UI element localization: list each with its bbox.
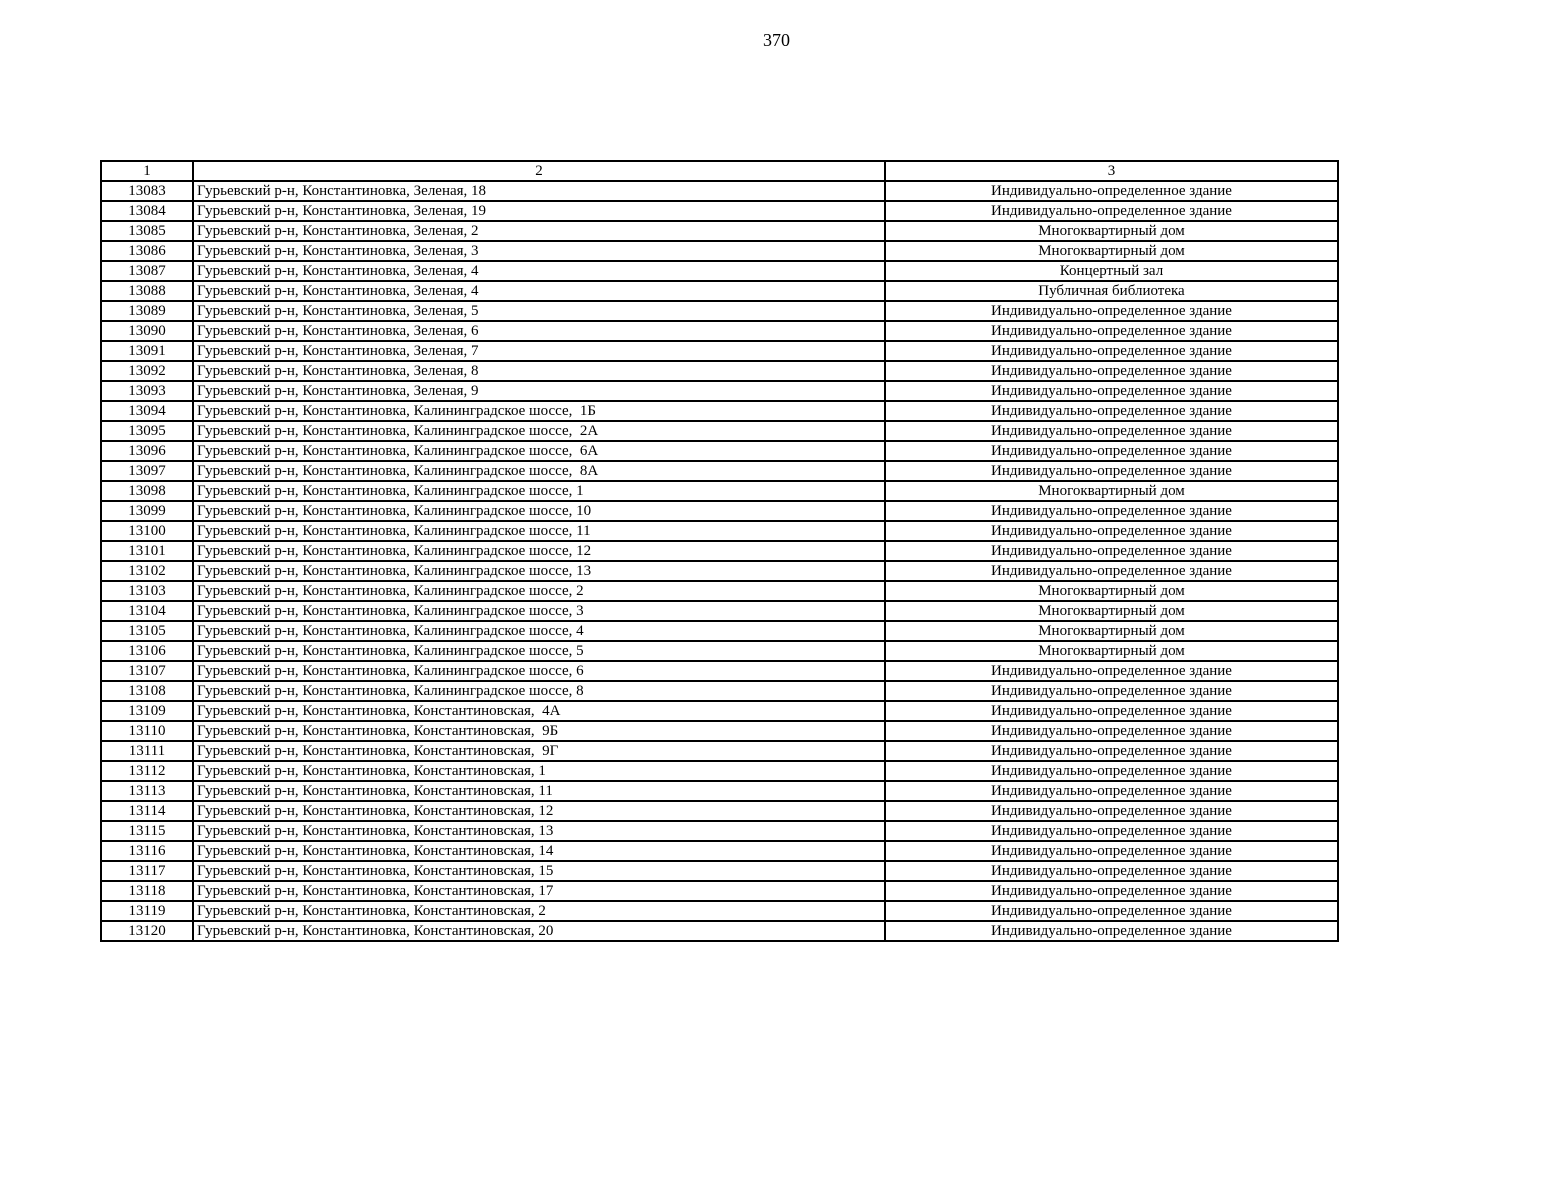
object-type-cell: Многоквартирный дом — [885, 221, 1338, 241]
row-number-cell: 13086 — [101, 241, 193, 261]
row-number-cell: 13085 — [101, 221, 193, 241]
object-type-cell: Индивидуально-определенное здание — [885, 201, 1338, 221]
row-number-cell: 13090 — [101, 321, 193, 341]
object-type-cell: Многоквартирный дом — [885, 481, 1338, 501]
object-type-cell: Индивидуально-определенное здание — [885, 521, 1338, 541]
object-type-cell: Индивидуально-определенное здание — [885, 661, 1338, 681]
object-type-cell: Индивидуально-определенное здание — [885, 721, 1338, 741]
address-cell: Гурьевский р-н, Константиновка, Константиновская, 17 — [193, 881, 885, 901]
table-row — [101, 621, 1338, 641]
table-row — [101, 701, 1338, 721]
address-cell: Гурьевский р-н, Константиновка, Калининградское шоссе, 2 — [193, 581, 885, 601]
address-cell: Гурьевский р-н, Константиновка, Константиновская, 2 — [193, 901, 885, 921]
row-number-cell: 13087 — [101, 261, 193, 281]
address-cell: Гурьевский р-н, Константиновка, Калининградское шоссе, 6 — [193, 661, 885, 681]
row-number-cell: 13096 — [101, 441, 193, 461]
object-type-cell: Индивидуально-определенное здание — [885, 341, 1338, 361]
row-number-cell: 13105 — [101, 621, 193, 641]
table-row — [101, 721, 1338, 741]
row-number-cell: 13102 — [101, 561, 193, 581]
row-number-cell: 13104 — [101, 601, 193, 621]
table-row — [101, 581, 1338, 601]
row-number-cell: 13083 — [101, 181, 193, 201]
row-number-cell: 13101 — [101, 541, 193, 561]
address-cell: Гурьевский р-н, Константиновка, Калининградское шоссе, 6А — [193, 441, 885, 461]
row-number-cell: 13089 — [101, 301, 193, 321]
table-row — [101, 921, 1338, 941]
table-row — [101, 221, 1338, 241]
row-number-cell: 13118 — [101, 881, 193, 901]
object-type-cell: Индивидуально-определенное здание — [885, 181, 1338, 201]
address-cell: Гурьевский р-н, Константиновка, Калининградское шоссе, 13 — [193, 561, 885, 581]
table-row — [101, 541, 1338, 561]
row-number-cell: 13120 — [101, 921, 193, 941]
row-number-cell: 13091 — [101, 341, 193, 361]
address-cell: Гурьевский р-н, Константиновка, Константиновская, 15 — [193, 861, 885, 881]
address-cell: Гурьевский р-н, Константиновка, Калининградское шоссе, 5 — [193, 641, 885, 661]
row-number-cell: 13099 — [101, 501, 193, 521]
address-cell: Гурьевский р-н, Константиновка, Калининградское шоссе, 11 — [193, 521, 885, 541]
object-type-cell: Индивидуально-определенное здание — [885, 861, 1338, 881]
row-number-cell: 13093 — [101, 381, 193, 401]
address-cell: Гурьевский р-н, Константиновка, Калининградское шоссе, 1Б — [193, 401, 885, 421]
address-cell: Гурьевский р-н, Константиновка, Константиновская, 11 — [193, 781, 885, 801]
table-row — [101, 341, 1338, 361]
address-cell: Гурьевский р-н, Константиновка, Константиновская, 1 — [193, 761, 885, 781]
table-row — [101, 881, 1338, 901]
page-number: 370 — [763, 30, 790, 50]
object-type-cell: Индивидуально-определенное здание — [885, 761, 1338, 781]
object-type-cell: Индивидуально-определенное здание — [885, 821, 1338, 841]
table-row — [101, 261, 1338, 281]
row-number-cell: 13095 — [101, 421, 193, 441]
row-number-cell: 13112 — [101, 761, 193, 781]
address-cell: Гурьевский р-н, Константиновка, Константиновская, 14 — [193, 841, 885, 861]
object-type-cell: Многоквартирный дом — [885, 641, 1338, 661]
table-row — [101, 501, 1338, 521]
row-number-cell: 13119 — [101, 901, 193, 921]
address-cell: Гурьевский р-н, Константиновка, Зеленая, 2 — [193, 221, 885, 241]
row-number-cell: 13106 — [101, 641, 193, 661]
row-number-cell: 13116 — [101, 841, 193, 861]
object-type-cell: Индивидуально-определенное здание — [885, 421, 1338, 441]
address-cell: Гурьевский р-н, Константиновка, Константиновская, 4А — [193, 701, 885, 721]
registry-table — [100, 160, 1339, 942]
object-type-cell: Индивидуально-определенное здание — [885, 501, 1338, 521]
table-row — [101, 301, 1338, 321]
table-row — [101, 561, 1338, 581]
address-cell: Гурьевский р-н, Константиновка, Калининградское шоссе, 8А — [193, 461, 885, 481]
row-number-cell: 13103 — [101, 581, 193, 601]
address-cell: Гурьевский р-н, Константиновка, Калининградское шоссе, 2А — [193, 421, 885, 441]
row-number-cell: 13084 — [101, 201, 193, 221]
row-number-cell: 13114 — [101, 801, 193, 821]
object-type-cell: Индивидуально-определенное здание — [885, 921, 1338, 941]
object-type-cell: Индивидуально-определенное здание — [885, 901, 1338, 921]
address-cell: Гурьевский р-н, Константиновка, Зеленая, 4 — [193, 281, 885, 301]
object-type-cell: Индивидуально-определенное здание — [885, 681, 1338, 701]
address-cell: Гурьевский р-н, Константиновка, Зеленая, 6 — [193, 321, 885, 341]
object-type-cell: Индивидуально-определенное здание — [885, 541, 1338, 561]
table-row — [101, 181, 1338, 201]
address-cell: Гурьевский р-н, Константиновка, Зеленая, 5 — [193, 301, 885, 321]
row-number-cell: 13108 — [101, 681, 193, 701]
address-cell: Гурьевский р-н, Константиновка, Зеленая, 18 — [193, 181, 885, 201]
address-cell: Гурьевский р-н, Константиновка, Калининградское шоссе, 8 — [193, 681, 885, 701]
row-number-cell: 13097 — [101, 461, 193, 481]
row-number-cell: 13111 — [101, 741, 193, 761]
table-row — [101, 521, 1338, 541]
row-number-cell: 13113 — [101, 781, 193, 801]
object-type-cell: Индивидуально-определенное здание — [885, 361, 1338, 381]
object-type-cell: Индивидуально-определенное здание — [885, 881, 1338, 901]
table-row — [101, 381, 1338, 401]
object-type-cell: Многоквартирный дом — [885, 581, 1338, 601]
address-cell: Гурьевский р-н, Константиновка, Зеленая, 9 — [193, 381, 885, 401]
address-cell: Гурьевский р-н, Константиновка, Константиновская, 9Б — [193, 721, 885, 741]
object-type-cell: Многоквартирный дом — [885, 601, 1338, 621]
object-type-cell: Многоквартирный дом — [885, 241, 1338, 261]
object-type-cell: Индивидуально-определенное здание — [885, 561, 1338, 581]
row-number-cell: 13100 — [101, 521, 193, 541]
table-row — [101, 281, 1338, 301]
object-type-cell: Индивидуально-определенное здание — [885, 701, 1338, 721]
row-number-cell: 13117 — [101, 861, 193, 881]
column-header-address: 2 — [193, 161, 885, 181]
object-type-cell: Индивидуально-определенное здание — [885, 741, 1338, 761]
row-number-cell: 13115 — [101, 821, 193, 841]
object-type-cell: Многоквартирный дом — [885, 621, 1338, 641]
table-row — [101, 821, 1338, 841]
table-row — [101, 401, 1338, 421]
column-header-number: 1 — [101, 161, 193, 181]
address-cell: Гурьевский р-н, Константиновка, Зеленая, 8 — [193, 361, 885, 381]
table-row — [101, 741, 1338, 761]
object-type-cell: Индивидуально-определенное здание — [885, 321, 1338, 341]
row-number-cell: 13109 — [101, 701, 193, 721]
address-cell: Гурьевский р-н, Константиновка, Зеленая, 4 — [193, 261, 885, 281]
object-type-cell: Индивидуально-определенное здание — [885, 781, 1338, 801]
row-number-cell: 13107 — [101, 661, 193, 681]
table-row — [101, 641, 1338, 661]
address-cell: Гурьевский р-н, Константиновка, Зеленая, 3 — [193, 241, 885, 261]
table-row — [101, 661, 1338, 681]
table-row — [101, 601, 1338, 621]
object-type-cell: Индивидуально-определенное здание — [885, 461, 1338, 481]
object-type-cell: Индивидуально-определенное здание — [885, 441, 1338, 461]
table-row — [101, 761, 1338, 781]
address-cell: Гурьевский р-н, Константиновка, Калининградское шоссе, 4 — [193, 621, 885, 641]
table-row — [101, 321, 1338, 341]
address-cell: Гурьевский р-н, Константиновка, Калининградское шоссе, 1 — [193, 481, 885, 501]
row-number-cell: 13094 — [101, 401, 193, 421]
row-number-cell: 13110 — [101, 721, 193, 741]
row-number-cell: 13088 — [101, 281, 193, 301]
address-cell: Гурьевский р-н, Константиновка, Константиновская, 20 — [193, 921, 885, 941]
address-cell: Гурьевский р-н, Константиновка, Константиновская, 9Г — [193, 741, 885, 761]
object-type-cell: Индивидуально-определенное здание — [885, 401, 1338, 421]
table-row — [101, 421, 1338, 441]
object-type-cell: Индивидуально-определенное здание — [885, 841, 1338, 861]
table-row — [101, 461, 1338, 481]
object-type-cell: Публичная библиотека — [885, 281, 1338, 301]
column-header-object-type: 3 — [885, 161, 1338, 181]
object-type-cell: Индивидуально-определенное здание — [885, 801, 1338, 821]
table-row — [101, 681, 1338, 701]
address-cell: Гурьевский р-н, Константиновка, Константиновская, 12 — [193, 801, 885, 821]
address-cell: Гурьевский р-н, Константиновка, Калининградское шоссе, 12 — [193, 541, 885, 561]
row-number-cell: 13092 — [101, 361, 193, 381]
table-row — [101, 361, 1338, 381]
row-number-cell: 13098 — [101, 481, 193, 501]
address-cell: Гурьевский р-н, Константиновка, Калининградское шоссе, 10 — [193, 501, 885, 521]
table-row — [101, 901, 1338, 921]
table-row — [101, 781, 1338, 801]
table-row — [101, 801, 1338, 821]
table-body — [101, 161, 1338, 941]
table-row — [101, 201, 1338, 221]
table-row — [101, 481, 1338, 501]
address-cell: Гурьевский р-н, Константиновка, Константиновская, 13 — [193, 821, 885, 841]
table-row — [101, 441, 1338, 461]
object-type-cell: Концертный зал — [885, 261, 1338, 281]
object-type-cell: Индивидуально-определенное здание — [885, 301, 1338, 321]
table-row — [101, 841, 1338, 861]
address-cell: Гурьевский р-н, Константиновка, Зеленая, 19 — [193, 201, 885, 221]
address-cell: Гурьевский р-н, Константиновка, Зеленая, 7 — [193, 341, 885, 361]
address-cell: Гурьевский р-н, Константиновка, Калининградское шоссе, 3 — [193, 601, 885, 621]
table-header-row — [101, 161, 1338, 181]
table-row — [101, 241, 1338, 261]
table-row — [101, 861, 1338, 881]
object-type-cell: Индивидуально-определенное здание — [885, 381, 1338, 401]
